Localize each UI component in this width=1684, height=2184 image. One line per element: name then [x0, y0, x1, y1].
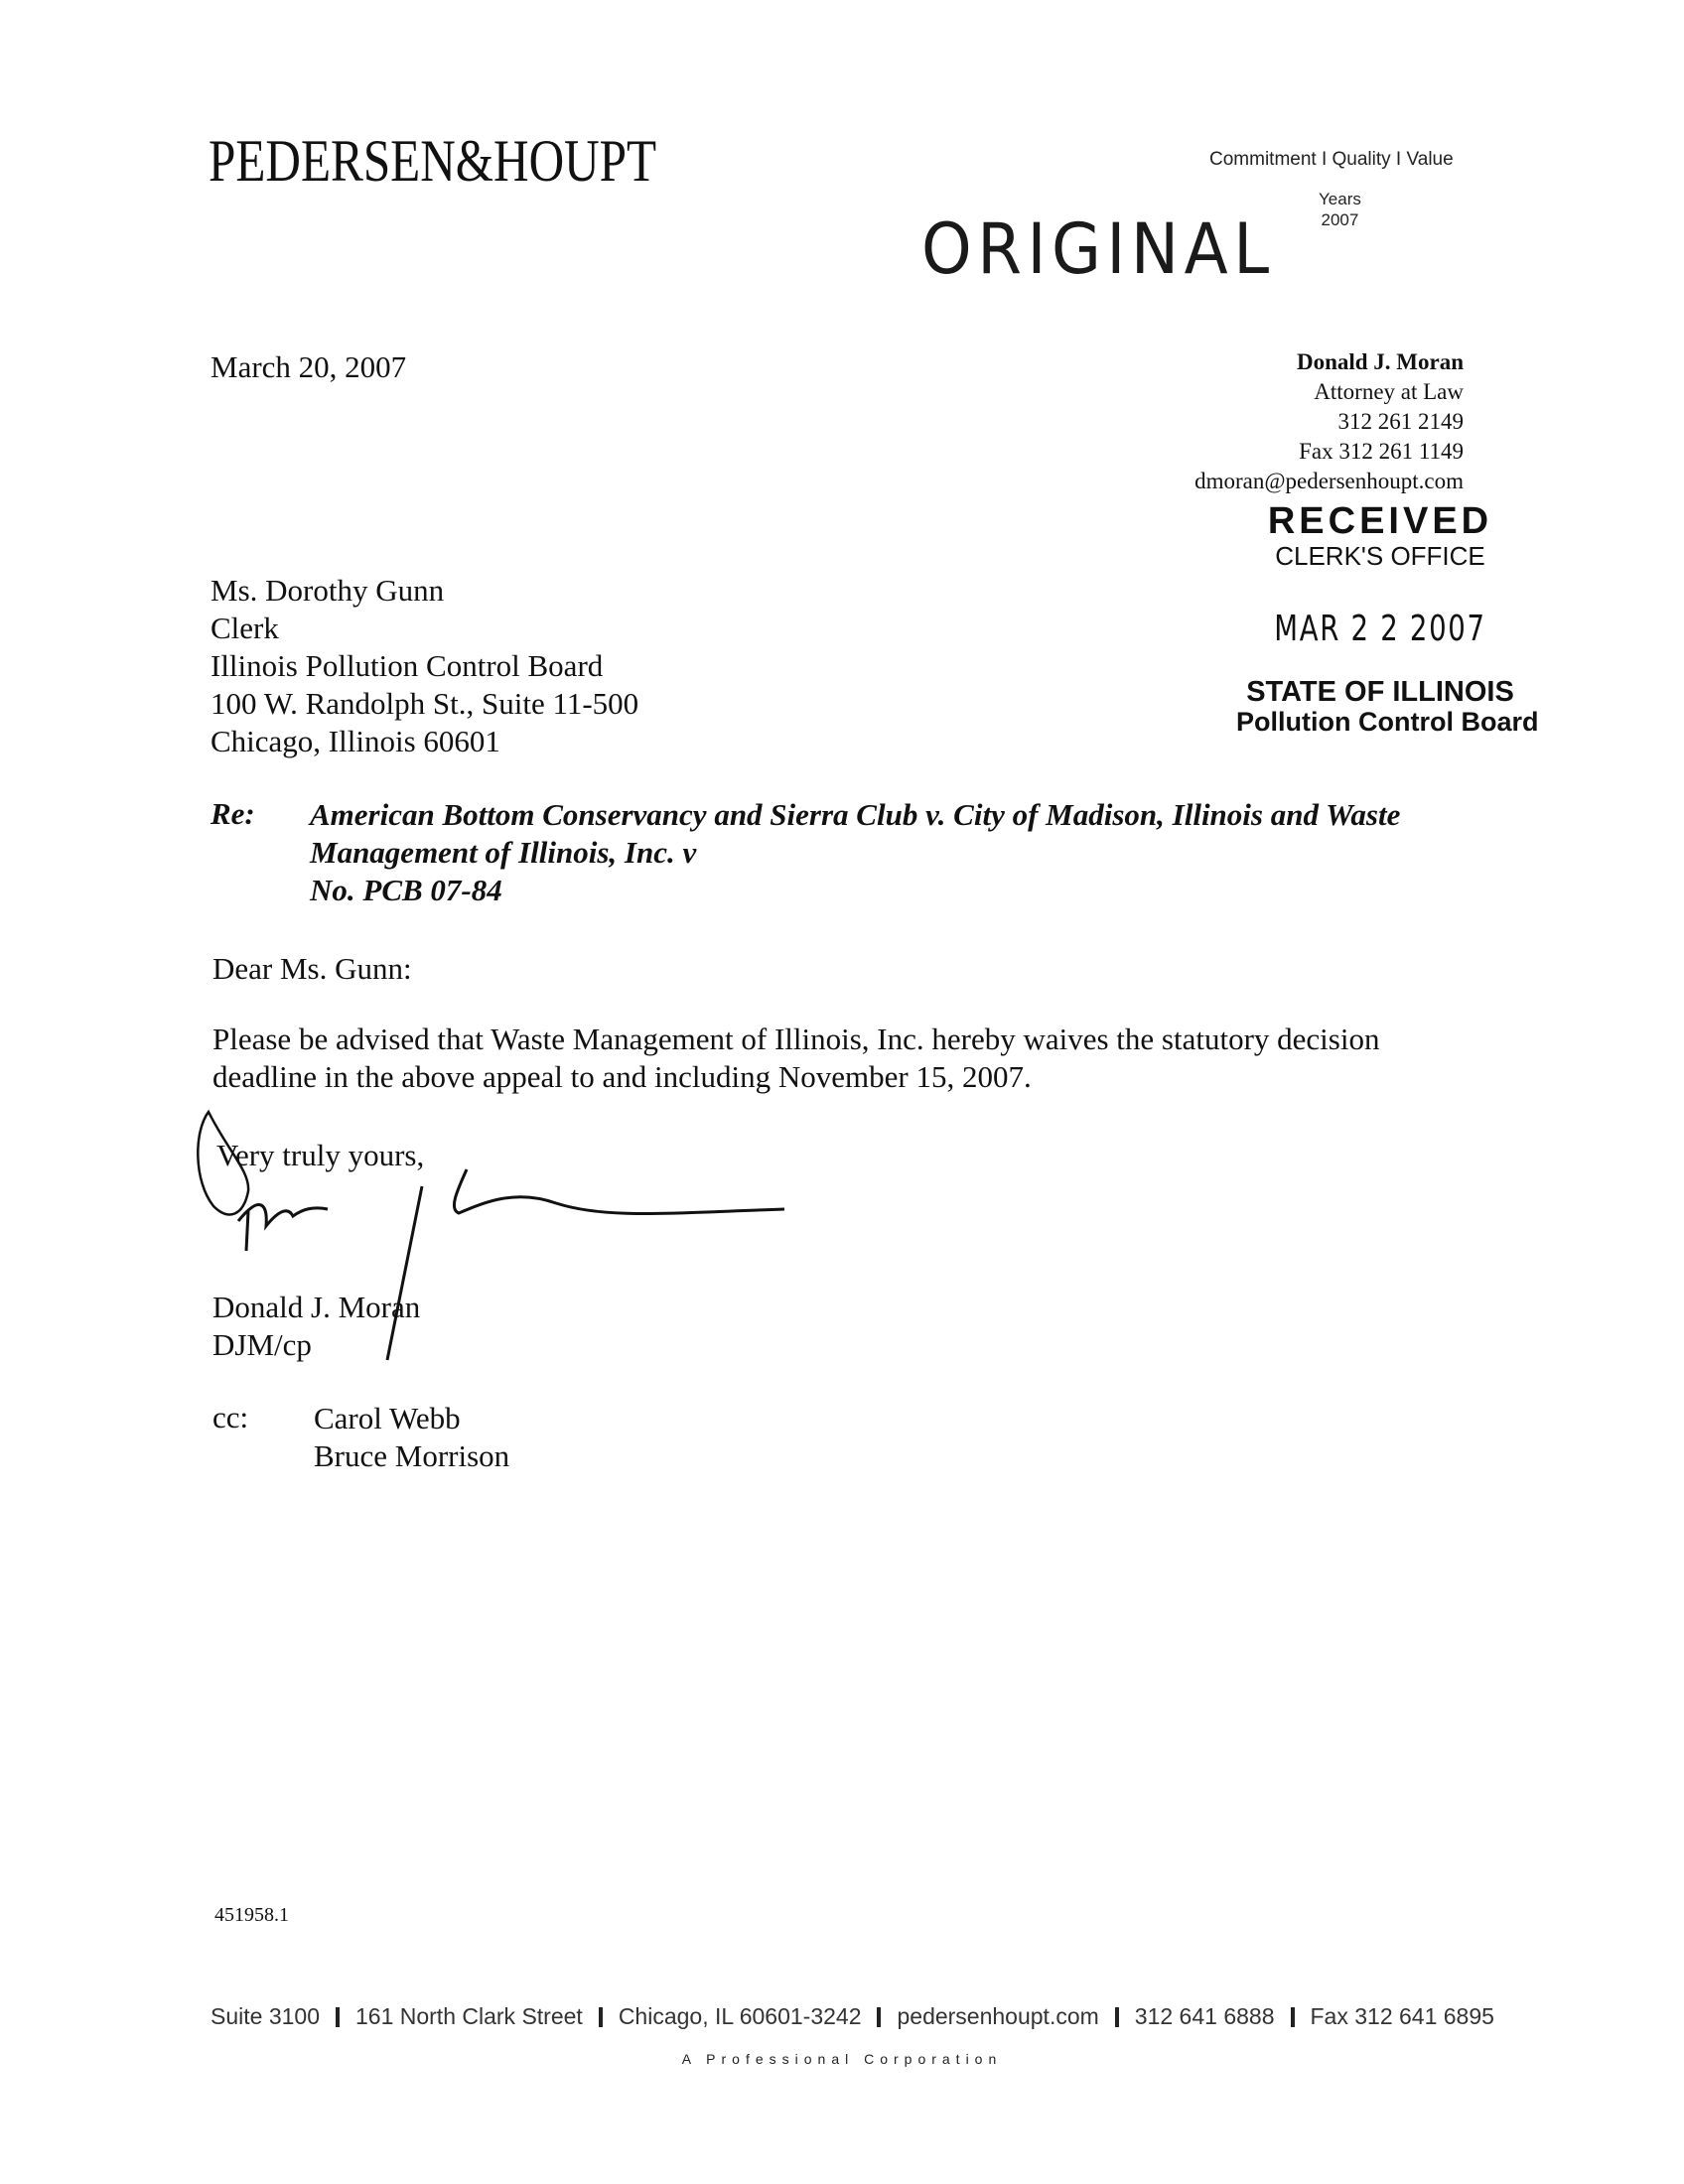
re-line: American Bottom Conservancy and Sierra Club v. City of Madison, Illinois and Waste	[310, 797, 1401, 832]
cc-name: Carol Webb	[314, 1401, 461, 1435]
cc-label: cc:	[212, 1400, 249, 1434]
years-label: Years	[1319, 190, 1361, 208]
recipient-line: Ms. Dorothy Gunn	[210, 573, 445, 608]
document-number: 451958.1	[214, 1904, 289, 1926]
years-badge	[1319, 189, 1361, 230]
footer-phone: 312 641 6888	[1134, 2003, 1275, 2029]
original-stamp: ORIGINAL	[921, 208, 1275, 290]
separator	[336, 2007, 340, 2027]
footer-street: 161 North Clark Street	[354, 2003, 583, 2029]
re-subject	[310, 796, 1400, 909]
sender-phone: 312 261 2149	[1337, 409, 1464, 434]
recipient-line: 100 W. Randolph St., Suite 11-500	[210, 686, 639, 721]
re-label: Re:	[210, 796, 255, 831]
received-stamp	[1236, 500, 1539, 737]
separator	[1291, 2007, 1295, 2027]
body-line: deadline in the above appeal to and including November 15, 2007.	[212, 1059, 1032, 1094]
cc-name: Bruce Morrison	[314, 1438, 510, 1473]
body-line: Please be advised that Waste Management of Illinois, Inc. hereby waives the statutory decision	[212, 1022, 1380, 1056]
firm-tagline: Commitment I Quality I Value	[1209, 149, 1454, 170]
separator	[877, 2007, 881, 2027]
signatory-name: Donald J. Moran	[212, 1290, 421, 1324]
re-line: No. PCB 07-84	[310, 873, 502, 907]
sender-contact	[1194, 347, 1464, 496]
signature-tail	[454, 1169, 784, 1214]
signatory	[212, 1289, 420, 1364]
sender-title: Attorney at Law	[1314, 379, 1464, 404]
recipient-address	[210, 572, 638, 760]
letter-body	[212, 1021, 1379, 1096]
received-title: RECEIVED	[1267, 500, 1493, 542]
recipient-line: Clerk	[210, 611, 279, 645]
firm-logo: PEDERSEN&HOUPT	[209, 128, 657, 194]
letter-date: March 20, 2007	[210, 349, 407, 384]
signatory-initials: DJM/cp	[212, 1327, 312, 1362]
footer-address	[210, 2003, 1494, 2030]
signature-loop	[198, 1112, 248, 1214]
footer-fax: Fax 312 641 6895	[1310, 2003, 1494, 2029]
salutation: Dear Ms. Gunn:	[212, 951, 412, 986]
signature-initial	[238, 1205, 328, 1251]
received-office: CLERK'S OFFICE	[1275, 541, 1485, 571]
sender-name: Donald J. Moran	[1296, 349, 1464, 374]
received-date: MAR 2 2 2007	[1274, 609, 1486, 649]
cc-list	[314, 1400, 509, 1475]
footer-suite: Suite 3100	[210, 2003, 320, 2029]
re-line: Management of Illinois, Inc. v	[310, 835, 697, 870]
sender-fax: Fax 312 261 1149	[1299, 439, 1464, 464]
separator	[599, 2007, 603, 2027]
footer-web: pedersenhoupt.com	[897, 2003, 1099, 2029]
separator	[1115, 2007, 1119, 2027]
sender-email: dmoran@pedersenhoupt.com	[1194, 469, 1464, 493]
received-board: Pollution Control Board	[1236, 707, 1539, 737]
footer-city: Chicago, IL 60601-3242	[618, 2003, 862, 2029]
recipient-line: Illinois Pollution Control Board	[210, 648, 604, 683]
received-state: STATE OF ILLINOIS	[1246, 676, 1514, 708]
recipient-line: Chicago, Illinois 60601	[210, 724, 500, 758]
closing: Very truly yours,	[216, 1138, 425, 1172]
years-value: 2007	[1321, 210, 1359, 229]
footer-corporation: A Professional Corporation	[681, 2051, 1003, 2067]
